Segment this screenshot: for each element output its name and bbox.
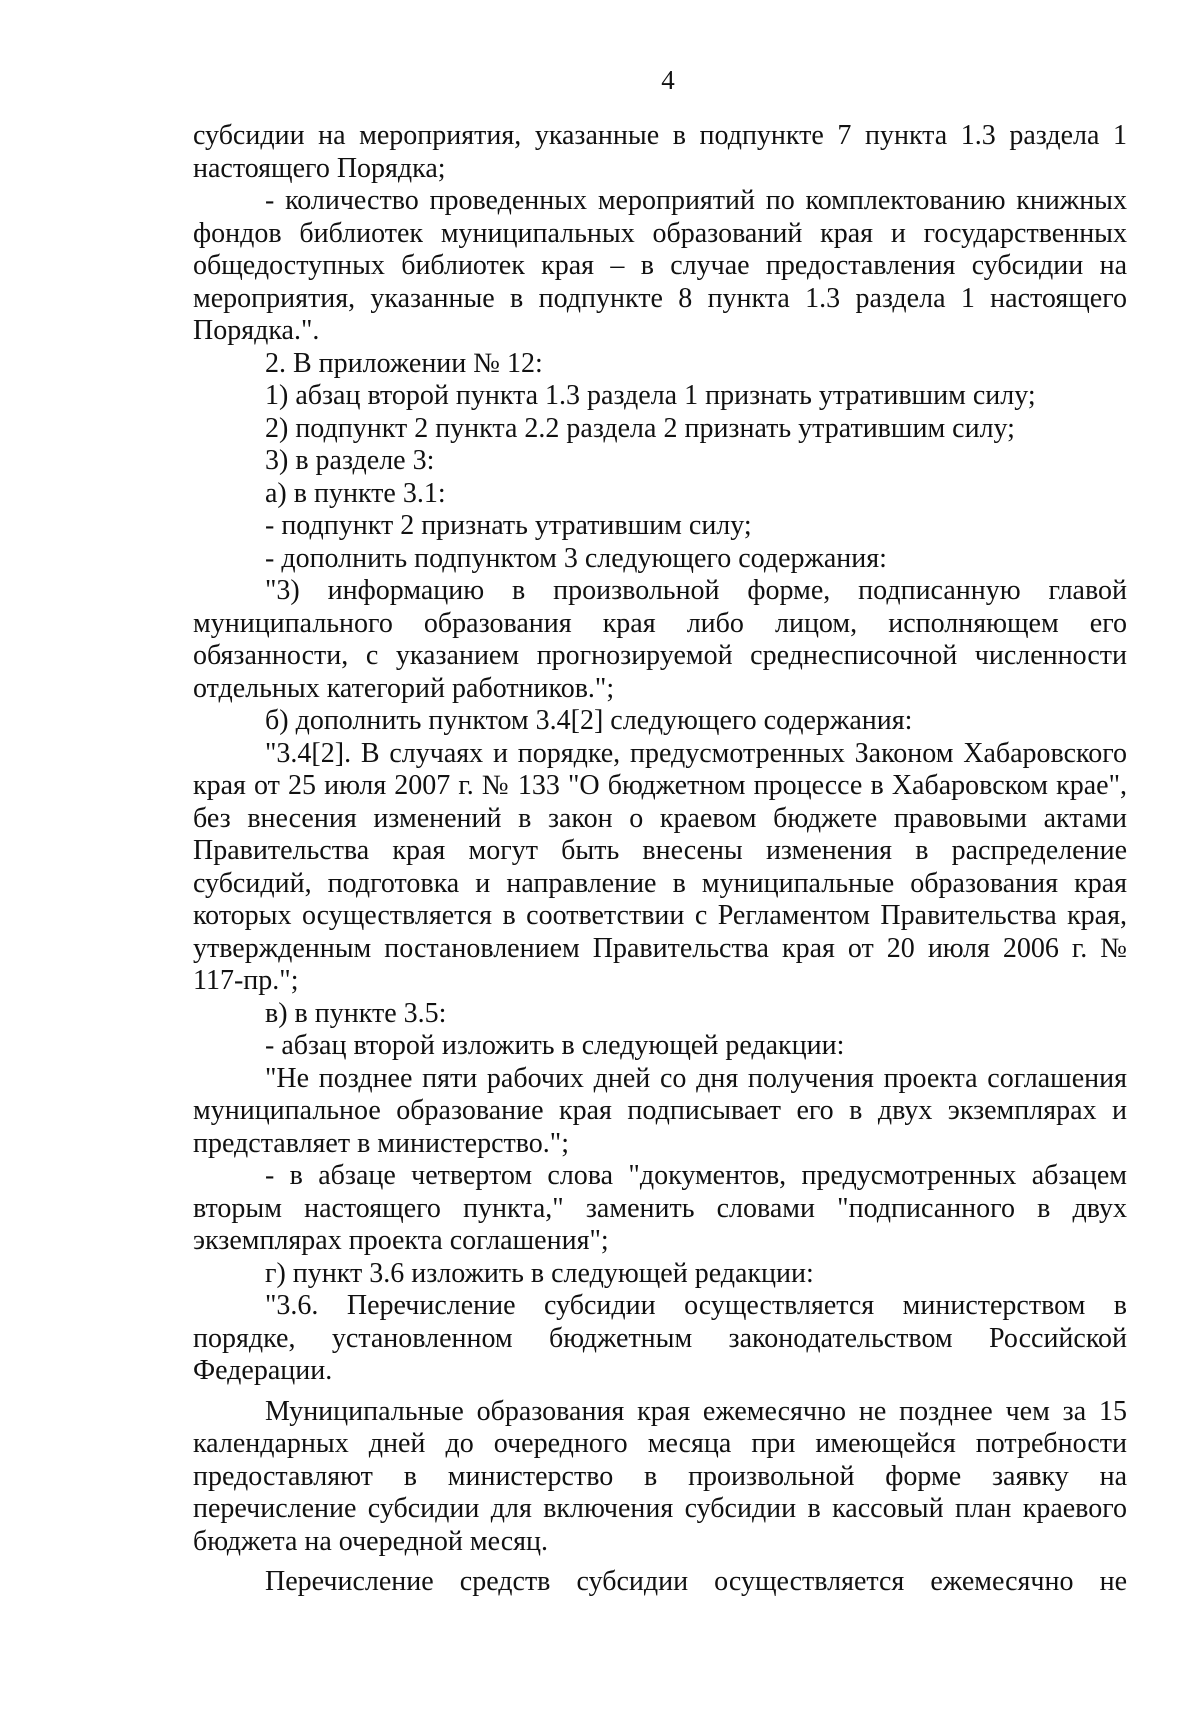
paragraph-20: Перечисление средств субсидии осуществляется ежемесячно не [265,1566,1127,1597]
paragraph-5: 2) подпункт 2 пункта 2.2 раздела 2 признать утратившим силу; [265,412,1015,444]
paragraph-4: 1) абзац второй пункта 1.3 раздела 1 признать утратившим силу; [265,380,1036,411]
paragraph-16: - в абзаце четвертом слова "документов, предусмотренных абзацем вторым настоящего пункта," заменить словами "подписанного в двух экземплярах проекта соглашения"; [193,1160,1127,1256]
paragraph-7: а) в пункте 3.1: [265,477,446,509]
paragraph-14: - абзац второй изложить в следующей редакции: [265,1030,845,1061]
paragraph-12: "3.4[2]. В случаях и порядке, предусмотренных Законом Хабаровского края от 25 июля 2007 г. № 133 "О бюджетном процессе в Хабаровском крае", без внесения изменений в закон о краевом бюджете правовыми актами Правительства края могут быть внесены изменения в распределение субсидий, подготовка и направление в муниципальные образования края которых осуществляется в соответствии с Регламентом Правительства края, утвержденным постановлением Правительства края от 20 июля 2006 г. № 117-пр."; [193,737,1127,996]
paragraph-10: "3) информацию в произвольной форме, подписанную главой муниципального образования края либо лицом, исполняющем его обязанности, с указанием прогнозируемой среднесписочной численности отдельных категорий работников."; [193,575,1127,704]
paragraph-18: "3.6. Перечисление субсидии осуществляется министерством в порядке, установленном бюджетным законодательством Российской Федерации. [193,1290,1127,1386]
paragraph-19: Муниципальные образования края ежемесячно не позднее чем за 15 календарных дней до очередного месяца при имеющейся потребности предоставляют в министерство в произвольной форме заявку на перечисление субсидии для включения субсидии в кассовый план краевого бюджета на очередной месяц. [193,1395,1127,1557]
page-number: 4 [661,65,675,95]
paragraph-1: субсидии на мероприятия, указанные в подпункте 7 пункта 1.3 раздела 1 настоящего Порядка; [193,120,1127,184]
paragraph-13: в) в пункте 3.5: [265,997,447,1029]
document-body [193,120,1127,1599]
paragraph-3: 2. В приложении № 12: [265,347,543,379]
paragraph-6: 3) в разделе 3: [265,445,435,476]
paragraph-9: - дополнить подпунктом 3 следующего содержания: [265,542,887,574]
paragraph-15: "Не позднее пяти рабочих дней со дня получения проекта соглашения муниципальное образование края подписывает его в двух экземплярах и представляет в министерство."; [193,1062,1127,1159]
paragraph-11: б) дополнить пунктом 3.4[2] следующего содержания: [265,705,913,736]
paragraph-17: г) пункт 3.6 изложить в следующей редакции: [265,1257,814,1289]
paragraph-8: - подпункт 2 признать утратившим силу; [265,510,752,541]
paragraph-2: - количество проведенных мероприятий по комплектованию книжных фондов библиотек муниципальных образований края и государственных общедоступных библиотек края – в случае предоставления субсидии на мероприятия, указанные в подпункте 8 пункта 1.3 раздела 1 настоящего Порядка.". [193,185,1127,346]
